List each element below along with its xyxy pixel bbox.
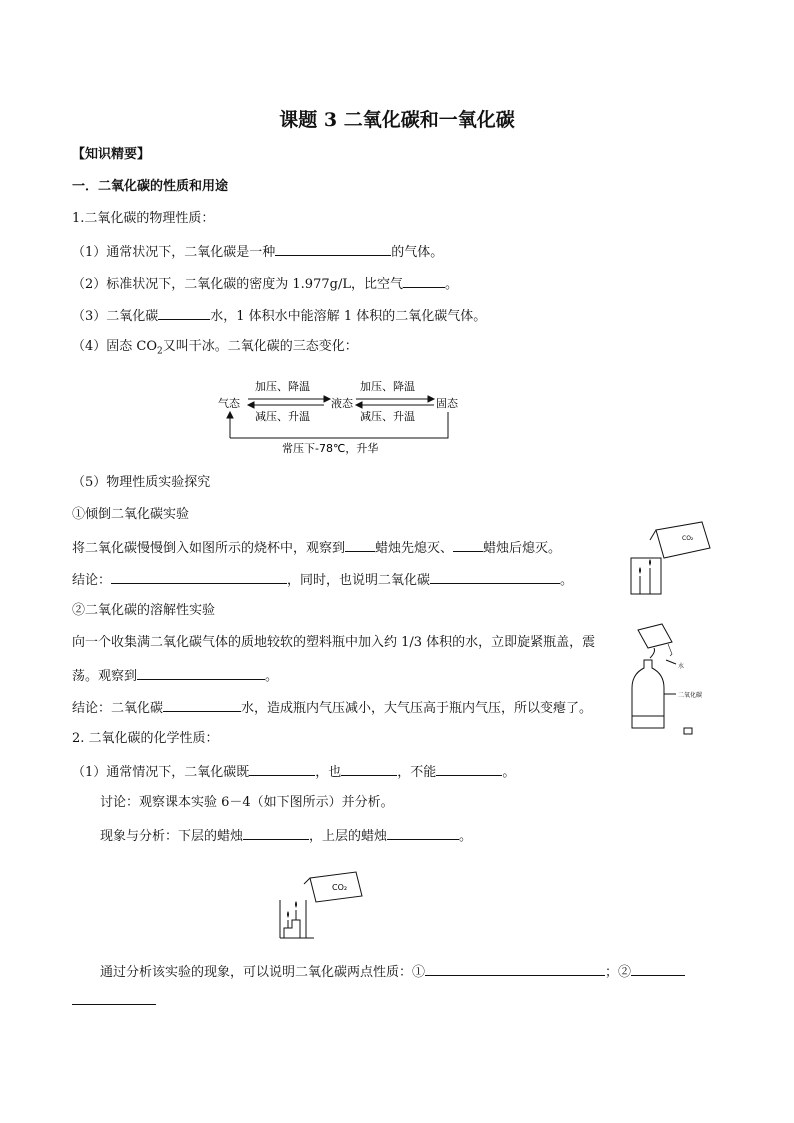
water-pointer bbox=[666, 660, 676, 664]
property-4 bbox=[72, 338, 358, 361]
droplet-icon bbox=[668, 644, 672, 656]
phenomenon-end: 。 bbox=[459, 829, 473, 844]
experiment-2-end: 。 bbox=[265, 669, 279, 684]
chemical-property-1-blank-3[interactable] bbox=[436, 762, 502, 776]
conclusion-1-end: 。 bbox=[560, 573, 574, 588]
property-3-end: 水，1 体积水中能溶解 1 体积的二氧化碳气体。 bbox=[210, 309, 487, 324]
chemical-property-1-mid-1: ，也 bbox=[315, 765, 342, 780]
conclusion-2-blank[interactable] bbox=[163, 698, 241, 712]
conclusion-1-mid: ，同时，也说明二氧化碳 bbox=[287, 573, 431, 588]
beaker bbox=[631, 558, 661, 594]
experiment-1-blank-1[interactable] bbox=[345, 538, 375, 552]
staircase-candle-figure bbox=[276, 866, 368, 942]
conclusion-1-text: 结论： bbox=[72, 573, 112, 588]
conclusion-1-blank-2[interactable] bbox=[430, 570, 560, 584]
chemical-property-1-blank-2[interactable] bbox=[341, 762, 397, 776]
experiment-2-line-1: 向一个收集满二氧化碳气体的质地较软的塑料瓶中加入约 1/3 体积的水，立即旋紧瓶盖，震 bbox=[72, 635, 596, 650]
experiment-2-heading: ②二氧化碳的溶解性实验 bbox=[72, 603, 216, 618]
sublimation-arrowhead bbox=[227, 412, 233, 418]
experiment-1-text: 将二氧化碳慢慢倒入如图所示的烧杯中，观察到 bbox=[72, 541, 346, 556]
co2-label: 二氧化碳 bbox=[678, 692, 703, 699]
water-beaker bbox=[638, 624, 672, 648]
chemical-property-1-end: 。 bbox=[502, 765, 516, 780]
pouring-co2-figure bbox=[626, 518, 712, 598]
property-3-text: （3）二氧化碳 bbox=[72, 309, 159, 324]
forward-condition-2: 加压、降温 bbox=[360, 380, 415, 393]
phenomenon-analysis bbox=[100, 826, 472, 846]
conclusion-2 bbox=[72, 698, 592, 718]
analysis-text: 通过分析该实验的现象，可以说明二氧化碳两点性质：① bbox=[100, 965, 426, 980]
sublimation-label: 常压下-78℃，升华 bbox=[282, 442, 379, 455]
conclusion-2-text: 结论：二氧化碳 bbox=[72, 701, 164, 716]
analysis-blank-1[interactable] bbox=[425, 962, 605, 976]
jar-label: CO₂ bbox=[682, 535, 694, 542]
property-2-text: （2）标准状况下，二氧化碳的密度为 1.977g/L，比空气 bbox=[72, 277, 403, 292]
jar-label: CO₂ bbox=[332, 883, 348, 892]
plastic-bottle bbox=[632, 660, 664, 728]
phenomenon-text: 现象与分析：下层的蜡烛 bbox=[100, 829, 244, 844]
property-1-blank[interactable] bbox=[275, 242, 391, 256]
chemical-property-1-blank-1[interactable] bbox=[249, 762, 315, 776]
water-stream bbox=[650, 648, 655, 658]
staircase bbox=[284, 920, 300, 938]
experiment-1-blank-2[interactable] bbox=[453, 538, 483, 552]
property-2-blank[interactable] bbox=[403, 274, 445, 288]
phenomenon-mid: ，上层的蜡烛 bbox=[309, 829, 388, 844]
property-2 bbox=[72, 274, 458, 294]
flame-icon bbox=[639, 567, 641, 574]
arrowhead-left-1 bbox=[248, 402, 254, 408]
arrowhead-right-1 bbox=[324, 396, 330, 402]
flame-icon bbox=[649, 559, 651, 566]
analysis-blank-continuation[interactable] bbox=[72, 1004, 156, 1005]
experiment-heading: （5）物理性质实验探究 bbox=[72, 475, 211, 490]
phenomenon-blank-1[interactable] bbox=[243, 826, 309, 840]
section-heading: 一．二氧化碳的性质和用途 bbox=[72, 179, 229, 194]
analysis-mid: ；② bbox=[605, 965, 632, 980]
page-title: 课题 3 二氧化碳和一氧化碳 bbox=[279, 109, 515, 131]
conclusion-2-end: 水，造成瓶内气压减小，大气压高于瓶内气压，所以变瘪了。 bbox=[241, 701, 593, 716]
property-3 bbox=[72, 306, 486, 326]
analysis-line bbox=[100, 962, 685, 982]
arrowhead-left-2 bbox=[356, 402, 362, 408]
experiment-1-mid: 蜡烛先熄灭、 bbox=[375, 541, 454, 556]
jar-lip bbox=[650, 530, 656, 540]
phenomenon-blank-2[interactable] bbox=[387, 826, 459, 840]
experiment-1-observation bbox=[72, 538, 561, 558]
chemical-property-1 bbox=[72, 762, 515, 782]
three-state-diagram bbox=[210, 372, 470, 460]
chemical-property-1-text: （1）通常情况下，二氧化碳既 bbox=[72, 765, 250, 780]
property-1-text: （1）通常状况下，二氧化碳是一种 bbox=[72, 245, 276, 260]
bottle-cap bbox=[684, 728, 692, 734]
experiment-1-end: 蜡烛后熄灭。 bbox=[483, 541, 562, 556]
property-4-subscript: 2 bbox=[157, 346, 163, 357]
liquid-state-label: 液态 bbox=[331, 397, 353, 410]
gas-state-label: 气态 bbox=[218, 397, 240, 410]
flame-icon bbox=[287, 911, 289, 918]
conclusion-1 bbox=[72, 570, 573, 590]
arrowhead-right-2 bbox=[428, 396, 434, 402]
forward-condition-1: 加压、降温 bbox=[255, 380, 310, 393]
jar-mouth bbox=[304, 878, 310, 884]
discussion-text: 讨论：观察课本实验 6－4（如下图所示）并分析。 bbox=[100, 795, 394, 810]
reverse-condition-1: 减压、升温 bbox=[255, 410, 310, 423]
water-label: 水 bbox=[678, 663, 685, 670]
solid-state-label: 固态 bbox=[436, 397, 458, 410]
conclusion-1-blank-1[interactable] bbox=[111, 570, 287, 584]
experiment-2-blank[interactable] bbox=[137, 666, 265, 680]
property-1 bbox=[72, 242, 443, 262]
property-4-text: （4）固态 CO bbox=[72, 339, 158, 354]
section-tag: 【知识精要】 bbox=[72, 147, 151, 162]
experiment-2-text: 荡。观察到 bbox=[72, 669, 138, 684]
physical-properties-heading: 1.二氧化碳的物理性质： bbox=[72, 211, 215, 226]
experiment-2-line-2 bbox=[72, 666, 278, 686]
flame-icon bbox=[295, 901, 297, 908]
analysis-blank-2[interactable] bbox=[631, 962, 685, 976]
property-1-end: 的气体。 bbox=[391, 245, 444, 260]
property-4-end: 又叫干冰。二氧化碳的三态变化： bbox=[162, 339, 358, 354]
property-3-blank[interactable] bbox=[158, 306, 210, 320]
bottle-figure bbox=[618, 620, 714, 738]
reverse-condition-2: 减压、升温 bbox=[360, 410, 415, 423]
experiment-1-heading: ①倾倒二氧化碳实验 bbox=[72, 507, 190, 522]
chemical-property-1-mid-2: ，不能 bbox=[397, 765, 437, 780]
chemical-properties-heading: 2. 二氧化碳的化学性质： bbox=[72, 731, 219, 746]
property-2-end: 。 bbox=[444, 277, 458, 292]
